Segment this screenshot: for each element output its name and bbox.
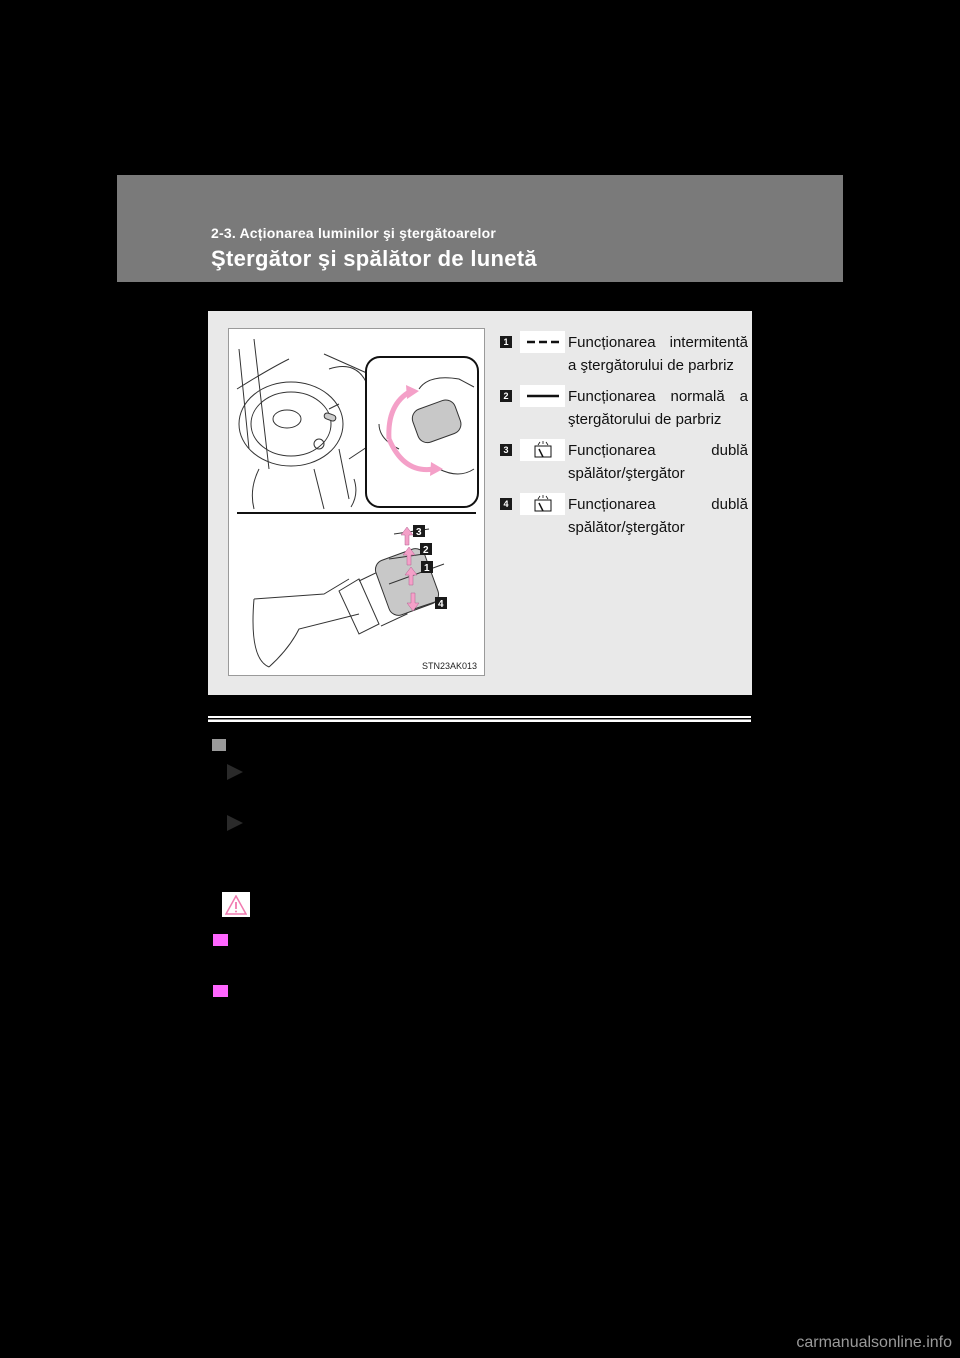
legend-text: Funcționarea dublă spălător/ştergător xyxy=(568,442,748,482)
legend-text: Funcționarea intermitentă a ştergătorului de parbriz xyxy=(568,334,748,374)
legend-text: Funcționarea normală a ştergătorului de parbriz xyxy=(568,388,748,428)
section-rule xyxy=(208,716,751,718)
wiper-lever-illustration xyxy=(229,329,485,676)
section-title: 2-3. Acționarea luminilor şi ştergătoarelor xyxy=(211,225,497,241)
number-badge: 1 xyxy=(500,336,512,348)
washer-wiper-icon xyxy=(520,439,565,461)
washer-wiper-icon xyxy=(520,493,565,515)
subsection-marker-pink xyxy=(213,985,228,997)
illustration xyxy=(228,328,485,676)
legend-item xyxy=(500,439,748,485)
figure-legend xyxy=(500,331,748,547)
svg-text:4: 4 xyxy=(438,599,444,610)
svg-text:3: 3 xyxy=(416,527,422,538)
legend-item xyxy=(500,331,748,377)
number-badge: 3 xyxy=(500,444,512,456)
svg-text:1: 1 xyxy=(424,563,430,574)
subsection-marker xyxy=(212,739,226,751)
legend-item xyxy=(500,493,748,539)
watermark: carmanualsonline.info xyxy=(796,1334,952,1351)
page-title: Ştergător şi spălător de lunetă xyxy=(211,246,537,271)
number-badge: 2 xyxy=(500,390,512,402)
svg-text:2: 2 xyxy=(423,545,429,556)
figure-code: STN23AK013 xyxy=(421,661,477,671)
number-badge: 4 xyxy=(500,498,512,510)
page-header xyxy=(117,175,843,282)
section-rule xyxy=(208,720,751,722)
warning-icon xyxy=(222,892,250,917)
legend-text: Funcționarea dublă spălător/ştergător xyxy=(568,496,748,536)
solid-line-icon xyxy=(520,385,565,407)
dashed-line-icon xyxy=(520,331,565,353)
bullet-arrow-icon xyxy=(227,815,243,831)
legend-item xyxy=(500,385,748,431)
figure-panel xyxy=(208,311,752,695)
subsection-marker-pink xyxy=(213,934,228,946)
figure-divider xyxy=(237,512,476,514)
bullet-arrow-icon xyxy=(227,764,243,780)
